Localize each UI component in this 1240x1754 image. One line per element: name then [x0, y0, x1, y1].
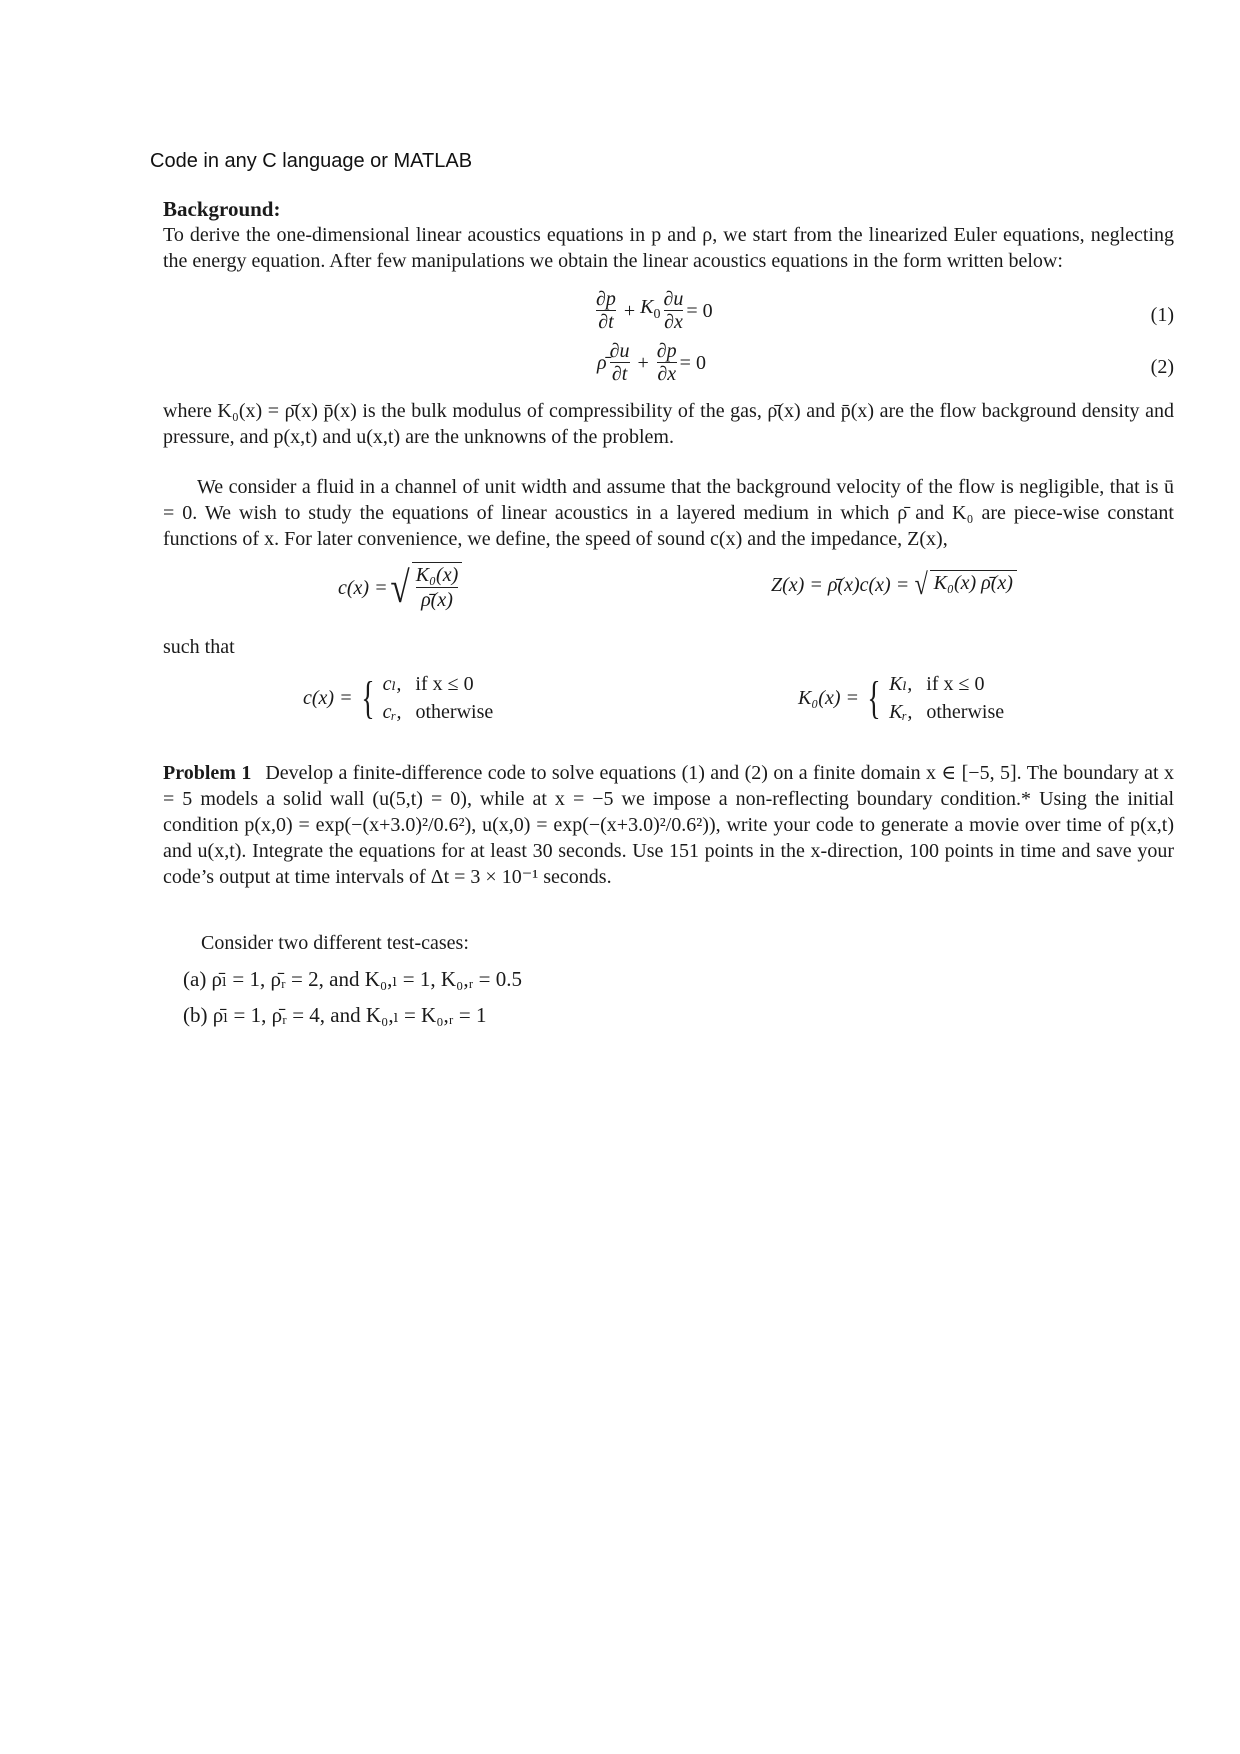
du-dx-fraction: $\frac{\partial u}{\partial x}$ — [663, 288, 684, 333]
dp-dx-fraction: $\frac{\partial p}{\partial x}$ — [656, 340, 677, 385]
kpw-case1-value: Kₗ, — [889, 673, 913, 695]
equation-1-rhs: = 0 — [686, 299, 713, 322]
cpw-case2-value: cᵣ, — [382, 701, 402, 723]
test-cases — [163, 930, 1174, 1028]
definitions-block — [163, 552, 1174, 742]
header-note: Code in any C language or MATLAB — [150, 150, 473, 172]
sqrt-fraction — [388, 562, 463, 614]
equation-2 — [597, 340, 706, 385]
sqrt-symbol: √ — [389, 563, 410, 612]
equation-2-rhs: = 0 — [679, 351, 706, 374]
kpw-lhs: K₀(x) = — [798, 687, 859, 709]
cpw-case1-value: cₗ, — [382, 673, 402, 695]
z-sqrt — [913, 570, 1017, 600]
left-brace: { — [360, 672, 375, 723]
dp-dt-fraction: $\frac{\partial p}{\partial t}$ — [596, 288, 616, 333]
document-body — [163, 196, 1174, 1038]
kpw-case1-condition: if x ≤ 0 — [926, 673, 985, 695]
problem-text: Develop a finite-difference code to solve equations (1) and (2) on a finite domain x ∈ [−5, 5]. The boundary at x = 5 models a solid wall (u(5,t) = 0), while at x = −5 we impose a non-reflecting boundary condition.* Using the initial condition p(x,0) = exp(−(x+3.0)²/0.6²), u(x,0) = exp(−(x+3.0)²/0.6²)), write your code to generate a movie over time of p(x,t) and u(x,t). Integrate the equations for at least 30 seconds. Use 151 points in the x-direction, 100 points in time and save your code’s output at time intervals of Δt = 3 × 10⁻¹ seconds. — [163, 762, 1174, 888]
problem-label: Problem 1 — [163, 762, 252, 784]
c-numerator: K₀(x) — [415, 564, 459, 586]
sqrt-symbol: √ — [914, 568, 929, 601]
sound-speed-piecewise — [303, 670, 493, 726]
c-denominator: ρ̄(x) — [421, 589, 453, 611]
test-case-a: (a) ρ̄ₗ = 1, ρ̄ᵣ = 2, and K₀,ₗ = 1, K₀,ᵣ = 0.5 — [183, 967, 523, 991]
z-radicand: K₀(x) ρ̄(x) — [930, 570, 1017, 600]
equation-2-number: (2) — [1150, 356, 1174, 378]
sound-speed-definition — [338, 562, 462, 614]
background-title: Background: — [163, 197, 281, 221]
equation-1 — [593, 288, 713, 333]
test-cases-intro: Consider two different test-cases: — [201, 932, 469, 954]
k0-symbol: $K_0$ — [640, 295, 661, 322]
cpw-case2-condition: otherwise — [415, 701, 494, 723]
bulk-modulus-piecewise — [798, 670, 1004, 726]
rho-bar-symbol: ρ̄ — [597, 351, 607, 374]
z-lhs: Z(x) = ρ̄(x)c(x) = — [771, 574, 910, 596]
problem-paragraph — [163, 760, 1174, 890]
left-brace: { — [867, 672, 881, 723]
impedance-definition — [771, 570, 1017, 600]
equation-1-number: (1) — [1150, 304, 1174, 326]
kpw-case2-condition: otherwise — [926, 701, 1005, 723]
c-lhs: c(x) = — [338, 577, 388, 599]
cpw-case1-condition: if x ≤ 0 — [415, 673, 474, 695]
medium-paragraph: We consider a fluid in a channel of unit width and assume that the background velocity of the flow is negligible, that is ū = 0. We wish to study the equations of linear acoustics in a layered medium in which ρ̄ and K₀ are piece-wise constant functions of x. For later convenience, we define, the speed of sound c(x) and the impedance, Z(x), — [163, 476, 1174, 550]
test-case-b: (b) ρ̄ₗ = 1, ρ̄ᵣ = 4, and K₀,ₗ = K₀,ᵣ = 1 — [183, 1003, 487, 1027]
background-intro: To derive the one-dimensional linear acoustics equations in p and ρ, we start from the linearized Euler equations, neglecting the energy equation. After few manipulations we obtain the linear acoustics equations in the form written below: — [163, 224, 1174, 272]
du-dt-fraction: $\frac{\partial u}{\partial t}$ — [609, 340, 630, 385]
plus-k0-operator: + — [618, 299, 641, 322]
plus-operator: + — [632, 351, 654, 374]
where-paragraph: where K₀(x) = ρ̄(x) p̄(x) is the bulk modulus of compressibility of the gas, ρ̄(x) and p̄(x) are the flow background density and pressure, and p(x,t) and u(x,t) are the unknowns of the problem. — [163, 400, 1174, 448]
cpw-lhs: c(x) = — [303, 687, 353, 709]
kpw-case2-value: Kᵣ, — [889, 701, 913, 723]
such-that-label: such that — [163, 636, 235, 658]
equations-block — [163, 274, 1174, 392]
